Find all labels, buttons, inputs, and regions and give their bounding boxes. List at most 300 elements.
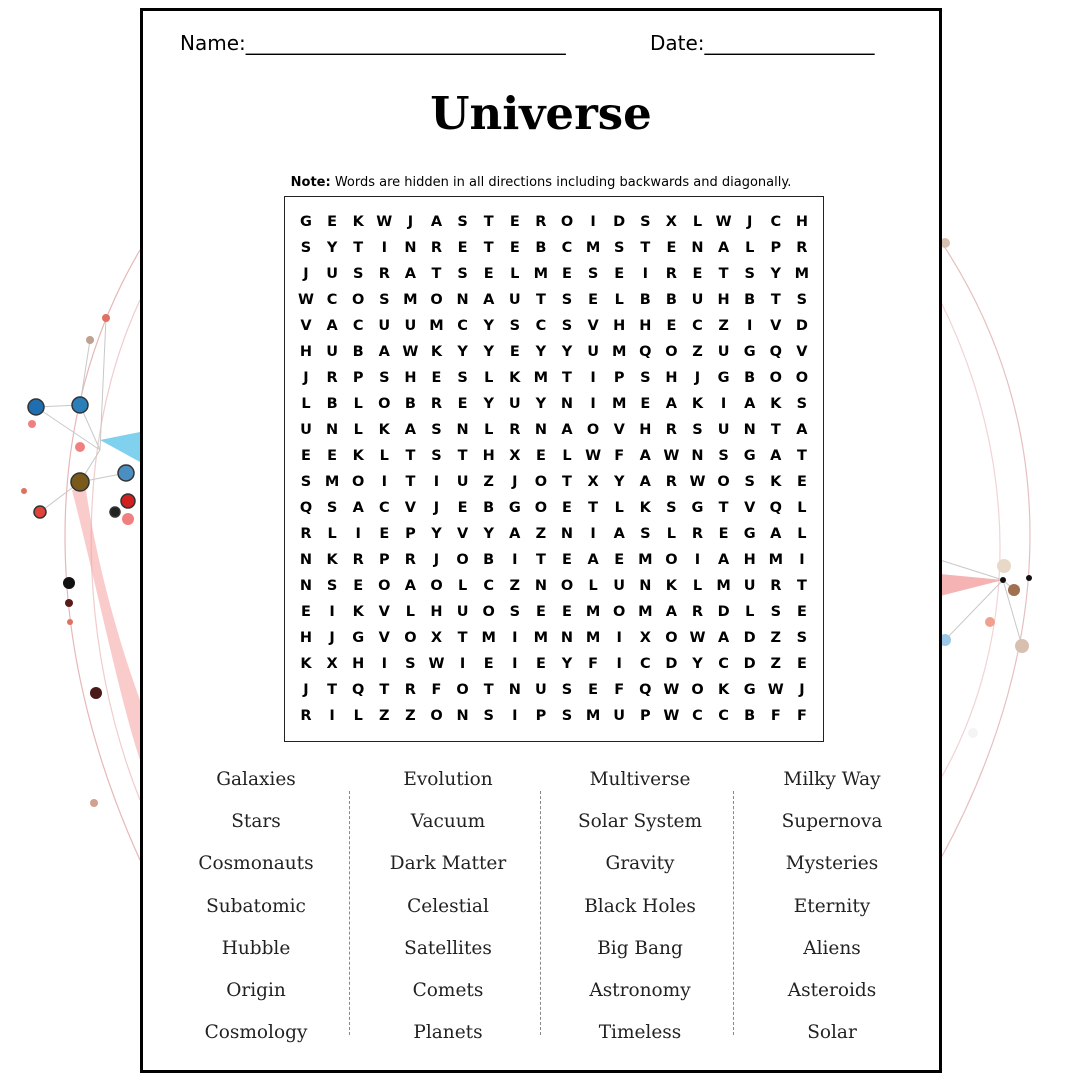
grid-letter[interactable]: S [744, 266, 755, 282]
grid-letter[interactable]: U [508, 292, 521, 308]
grid-letter[interactable]: Z [379, 708, 390, 724]
grid-letter[interactable]: E [562, 604, 572, 620]
grid-letter[interactable]: I [590, 214, 596, 230]
grid-letter[interactable]: E [666, 318, 677, 334]
grid-letter[interactable]: U [378, 318, 391, 334]
grid-letter[interactable]: M [533, 630, 549, 646]
grid-letter[interactable]: L [745, 604, 755, 620]
grid-letter[interactable]: T [588, 500, 599, 516]
grid-letter[interactable]: J [303, 266, 309, 282]
grid-letter[interactable]: R [535, 214, 547, 230]
grid-letter[interactable]: E [457, 240, 468, 256]
grid-letter[interactable]: N [456, 708, 469, 724]
grid-letter[interactable]: R [430, 396, 443, 412]
grid-letter[interactable]: S [326, 578, 338, 594]
grid-letter[interactable]: W [689, 474, 706, 490]
grid-letter[interactable]: C [692, 708, 703, 724]
grid-letter[interactable]: E [379, 526, 390, 542]
grid-letter[interactable]: O [665, 344, 678, 360]
grid-letter[interactable]: A [717, 552, 730, 568]
grid-letter[interactable]: V [796, 344, 808, 360]
grid-letter[interactable]: N [560, 630, 574, 646]
grid-letter[interactable]: O [534, 500, 548, 516]
grid-letter[interactable]: O [456, 682, 469, 698]
grid-letter[interactable]: C [535, 318, 547, 334]
grid-letter[interactable]: A [639, 474, 651, 490]
grid-letter[interactable]: J [329, 630, 335, 646]
grid-letter[interactable]: D [665, 656, 678, 672]
grid-letter[interactable]: A [378, 344, 390, 360]
grid-letter[interactable]: E [796, 656, 807, 672]
grid-letter[interactable]: M [611, 396, 627, 412]
grid-letter[interactable]: V [770, 318, 782, 334]
grid-letter[interactable]: S [379, 292, 390, 308]
grid-letter[interactable]: A [404, 422, 416, 438]
grid-letter[interactable]: S [509, 318, 521, 334]
grid-letter[interactable]: N [534, 422, 547, 438]
grid-letter[interactable]: K [770, 396, 782, 412]
grid-letter[interactable]: I [459, 656, 466, 672]
grid-letter[interactable]: H [665, 370, 678, 386]
grid-letter[interactable]: U [404, 318, 417, 334]
grid-letter[interactable]: K [378, 422, 390, 438]
grid-letter[interactable]: I [381, 474, 387, 490]
grid-letter[interactable]: F [588, 656, 599, 672]
grid-letter[interactable]: M [403, 292, 418, 308]
grid-letter[interactable]: N [560, 526, 574, 542]
grid-letter[interactable]: R [326, 370, 338, 386]
grid-letter[interactable]: J [512, 474, 518, 490]
grid-letter[interactable]: L [666, 526, 677, 542]
grid-letter[interactable]: R [691, 604, 704, 620]
grid-letter[interactable]: L [379, 448, 389, 464]
grid-letter[interactable]: H [639, 422, 652, 438]
grid-letter[interactable]: B [352, 344, 364, 360]
grid-letter[interactable]: U [717, 344, 730, 360]
grid-letter[interactable]: L [614, 500, 624, 516]
grid-letter[interactable]: L [353, 708, 363, 724]
grid-letter[interactable]: T [327, 682, 338, 698]
grid-letter[interactable]: T [457, 630, 468, 646]
grid-letter[interactable]: E [535, 448, 546, 464]
grid-letter[interactable]: V [587, 318, 599, 334]
grid-letter[interactable]: K [639, 500, 651, 516]
grid-letter[interactable]: E [562, 552, 572, 568]
grid-letter[interactable]: U [535, 682, 547, 698]
grid-letter[interactable]: L [405, 604, 416, 620]
grid-letter[interactable]: O [691, 682, 704, 698]
grid-letter[interactable]: T [483, 240, 494, 256]
grid-letter[interactable]: L [484, 370, 494, 386]
grid-letter[interactable]: C [483, 578, 495, 594]
grid-letter[interactable]: S [796, 630, 808, 646]
grid-letter[interactable]: A [483, 292, 495, 308]
grid-letter[interactable]: R [430, 240, 443, 256]
grid-letter[interactable]: E [640, 396, 651, 412]
grid-letter[interactable]: N [534, 578, 547, 594]
grid-letter[interactable]: O [378, 396, 391, 412]
grid-letter[interactable]: T [770, 292, 781, 308]
grid-letter[interactable]: Y [483, 318, 494, 334]
grid-letter[interactable]: N [691, 240, 704, 256]
grid-letter[interactable]: P [378, 552, 390, 568]
grid-letter[interactable]: S [457, 370, 468, 386]
grid-letter[interactable]: Y [770, 266, 782, 282]
grid-letter[interactable]: M [585, 708, 601, 724]
grid-letter[interactable]: E [614, 266, 625, 282]
grid-letter[interactable]: E [509, 240, 520, 256]
grid-letter[interactable]: J [694, 370, 701, 386]
grid-letter[interactable]: T [718, 500, 729, 516]
grid-letter[interactable]: O [665, 552, 678, 568]
grid-letter[interactable]: I [746, 318, 753, 334]
grid-letter[interactable]: Z [483, 474, 494, 490]
grid-letter[interactable]: Z [509, 578, 521, 594]
grid-letter[interactable]: Y [561, 656, 573, 672]
grid-letter[interactable]: E [588, 682, 599, 698]
grid-letter[interactable]: O [430, 292, 443, 308]
grid-letter[interactable]: M [611, 344, 627, 360]
grid-letter[interactable]: G [743, 344, 756, 360]
grid-letter[interactable]: D [717, 604, 730, 620]
grid-letter[interactable]: O [586, 422, 600, 438]
grid-letter[interactable]: I [694, 552, 701, 568]
grid-letter[interactable]: Z [770, 630, 782, 646]
name-field[interactable]: Name:________________________________ [180, 31, 566, 55]
grid-letter[interactable]: K [352, 604, 364, 620]
grid-letter[interactable]: E [562, 500, 572, 516]
grid-letter[interactable]: H [482, 448, 495, 464]
grid-letter[interactable]: E [562, 266, 572, 282]
grid-letter[interactable]: V [404, 500, 416, 516]
grid-letter[interactable]: E [327, 448, 338, 464]
grid-letter[interactable]: N [456, 422, 469, 438]
grid-letter[interactable]: C [692, 318, 703, 334]
grid-letter[interactable]: R [665, 474, 677, 490]
grid-letter[interactable]: K [691, 396, 704, 412]
grid-letter[interactable]: U [717, 422, 730, 438]
grid-letter[interactable]: H [299, 344, 313, 360]
grid-letter[interactable]: A [404, 578, 416, 594]
grid-letter[interactable]: H [639, 318, 652, 334]
grid-letter[interactable]: H [795, 214, 808, 230]
grid-letter[interactable]: W [402, 344, 419, 360]
grid-letter[interactable]: A [717, 240, 730, 256]
grid-letter[interactable]: B [326, 396, 338, 412]
grid-letter[interactable]: P [535, 708, 547, 724]
grid-letter[interactable]: N [404, 240, 417, 256]
grid-letter[interactable]: T [796, 448, 807, 464]
grid-letter[interactable]: M [585, 240, 601, 256]
grid-letter[interactable]: V [378, 604, 390, 620]
grid-letter[interactable]: O [613, 604, 626, 620]
grid-letter[interactable]: D [795, 318, 808, 334]
grid-letter[interactable]: O [378, 578, 391, 594]
grid-letter[interactable]: K [352, 448, 364, 464]
grid-letter[interactable]: X [430, 630, 443, 646]
grid-letter[interactable]: V [456, 526, 469, 542]
grid-letter[interactable]: O [795, 370, 809, 386]
grid-letter[interactable]: T [457, 448, 468, 464]
grid-letter[interactable]: L [510, 266, 520, 282]
grid-letter[interactable]: A [352, 500, 364, 516]
grid-letter[interactable]: N [299, 552, 313, 568]
grid-letter[interactable]: Z [770, 656, 782, 672]
grid-letter[interactable]: W [428, 656, 445, 672]
grid-letter[interactable]: H [299, 630, 313, 646]
grid-letter[interactable]: Z [405, 708, 416, 724]
grid-letter[interactable]: O [560, 214, 574, 230]
grid-letter[interactable]: E [353, 578, 364, 594]
grid-letter[interactable]: U [508, 396, 521, 412]
grid-letter[interactable]: X [326, 656, 338, 672]
grid-letter[interactable]: S [770, 604, 782, 620]
grid-letter[interactable]: S [483, 708, 494, 724]
grid-letter[interactable]: L [797, 526, 807, 542]
grid-letter[interactable]: H [717, 292, 730, 308]
grid-letter[interactable]: I [512, 630, 518, 646]
grid-letter[interactable]: H [613, 318, 626, 334]
grid-letter[interactable]: S [431, 448, 442, 464]
grid-letter[interactable]: S [640, 214, 651, 230]
grid-letter[interactable]: S [613, 240, 625, 256]
grid-letter[interactable]: C [718, 708, 729, 724]
grid-letter[interactable]: E [796, 604, 807, 620]
grid-letter[interactable]: Y [483, 344, 494, 360]
grid-letter[interactable]: O [560, 578, 574, 594]
grid-letter[interactable]: M [481, 630, 496, 646]
grid-letter[interactable]: Y [535, 344, 547, 360]
grid-letter[interactable]: A [639, 448, 651, 464]
grid-letter[interactable]: L [353, 422, 363, 438]
grid-letter[interactable]: A [587, 552, 599, 568]
grid-letter[interactable]: Z [535, 526, 547, 542]
grid-letter[interactable]: E [457, 396, 468, 412]
grid-letter[interactable]: F [614, 682, 625, 698]
grid-letter[interactable]: Y [483, 396, 494, 412]
grid-letter[interactable]: O [430, 578, 443, 594]
grid-letter[interactable]: K [352, 214, 364, 230]
grid-letter[interactable]: H [430, 604, 443, 620]
grid-letter[interactable]: S [561, 682, 573, 698]
grid-letter[interactable]: B [665, 292, 677, 308]
grid-letter[interactable]: Y [613, 474, 625, 490]
grid-letter[interactable]: F [770, 708, 781, 724]
grid-letter[interactable]: S [509, 604, 521, 620]
grid-letter[interactable]: R [770, 578, 782, 594]
grid-letter[interactable]: S [561, 708, 573, 724]
grid-letter[interactable]: M [533, 266, 549, 282]
grid-letter[interactable]: T [640, 240, 651, 256]
grid-letter[interactable]: Y [535, 396, 547, 412]
grid-letter[interactable]: A [404, 266, 416, 282]
grid-letter[interactable]: T [483, 682, 494, 698]
grid-letter[interactable]: O [769, 370, 782, 386]
grid-letter[interactable]: D [743, 630, 756, 646]
grid-letter[interactable]: Y [692, 656, 703, 672]
grid-letter[interactable]: M [585, 604, 601, 620]
grid-letter[interactable]: S [457, 214, 468, 230]
grid-letter[interactable]: I [616, 656, 622, 672]
grid-letter[interactable]: S [587, 266, 599, 282]
grid-letter[interactable]: O [404, 630, 417, 646]
grid-letter[interactable]: L [797, 500, 807, 516]
grid-letter[interactable]: G [352, 630, 365, 646]
date-field[interactable]: Date:_________________ [650, 31, 875, 55]
grid-letter[interactable]: N [456, 292, 469, 308]
grid-letter[interactable]: M [794, 266, 810, 282]
grid-letter[interactable]: R [509, 422, 521, 438]
grid-letter[interactable]: L [692, 214, 703, 230]
grid-letter[interactable]: I [512, 552, 518, 568]
grid-letter[interactable]: S [796, 396, 808, 412]
grid-letter[interactable]: T [405, 474, 416, 490]
grid-letter[interactable]: E [692, 266, 703, 282]
grid-letter[interactable]: N [299, 578, 313, 594]
grid-letter[interactable]: S [561, 292, 573, 308]
grid-letter[interactable]: G [717, 370, 730, 386]
grid-letter[interactable]: O [456, 552, 469, 568]
grid-letter[interactable]: J [799, 682, 805, 698]
grid-letter[interactable]: T [535, 552, 546, 568]
grid-letter[interactable]: E [535, 604, 546, 620]
grid-letter[interactable]: T [718, 266, 729, 282]
grid-letter[interactable]: Q [639, 344, 652, 360]
grid-letter[interactable]: D [743, 656, 756, 672]
grid-letter[interactable]: O [482, 604, 495, 620]
grid-letter[interactable]: Q [769, 344, 782, 360]
grid-letter[interactable]: O [352, 292, 365, 308]
grid-letter[interactable]: I [512, 708, 518, 724]
grid-letter[interactable]: M [429, 318, 444, 334]
grid-letter[interactable]: T [562, 370, 572, 386]
grid-letter[interactable]: F [796, 708, 807, 724]
grid-letter[interactable]: J [303, 370, 309, 386]
grid-letter[interactable]: U [300, 422, 312, 438]
grid-letter[interactable]: X [587, 474, 599, 490]
grid-letter[interactable]: J [303, 682, 309, 698]
grid-letter[interactable]: K [430, 344, 443, 360]
grid-letter[interactable]: Z [718, 318, 729, 334]
grid-letter[interactable]: E [483, 266, 494, 282]
grid-letter[interactable]: W [585, 448, 602, 464]
grid-letter[interactable]: L [457, 578, 468, 594]
grid-letter[interactable]: P [352, 370, 364, 386]
grid-letter[interactable]: C [561, 240, 573, 256]
grid-letter[interactable]: I [590, 396, 596, 412]
grid-letter[interactable]: U [613, 578, 626, 594]
grid-letter[interactable]: M [638, 604, 653, 620]
grid-letter[interactable]: U [743, 578, 756, 594]
grid-letter[interactable]: T [535, 292, 546, 308]
grid-letter[interactable]: B [744, 292, 756, 308]
grid-letter[interactable]: R [404, 552, 416, 568]
grid-letter[interactable]: E [327, 214, 338, 230]
grid-letter[interactable]: Y [326, 240, 338, 256]
grid-letter[interactable]: P [770, 240, 782, 256]
grid-letter[interactable]: I [381, 240, 387, 256]
grid-letter[interactable]: T [431, 266, 442, 282]
grid-letter[interactable]: U [326, 266, 338, 282]
grid-letter[interactable]: I [329, 604, 335, 620]
grid-letter[interactable]: A [326, 318, 338, 334]
grid-letter[interactable]: R [691, 526, 704, 542]
grid-letter[interactable]: I [590, 526, 596, 542]
grid-letter[interactable]: K [326, 552, 338, 568]
grid-letter[interactable]: T [405, 448, 416, 464]
grid-letter[interactable]: T [562, 474, 572, 490]
grid-letter[interactable]: A [665, 604, 677, 620]
grid-letter[interactable]: G [300, 214, 312, 230]
grid-letter[interactable]: A [796, 422, 808, 438]
grid-letter[interactable]: F [431, 682, 442, 698]
grid-letter[interactable]: B [404, 396, 416, 412]
grid-letter[interactable]: C [770, 214, 782, 230]
grid-letter[interactable]: I [381, 656, 387, 672]
grid-letter[interactable]: S [379, 370, 390, 386]
grid-letter[interactable]: J [433, 552, 440, 568]
grid-letter[interactable]: O [430, 708, 443, 724]
grid-letter[interactable]: K [300, 656, 312, 672]
grid-letter[interactable]: S [718, 448, 729, 464]
grid-letter[interactable]: S [744, 474, 755, 490]
grid-letter[interactable]: F [614, 448, 625, 464]
grid-letter[interactable]: M [585, 630, 601, 646]
grid-letter[interactable]: V [378, 630, 390, 646]
grid-letter[interactable]: N [691, 448, 704, 464]
grid-letter[interactable]: S [326, 500, 338, 516]
grid-letter[interactable]: C [457, 318, 468, 334]
grid-letter[interactable]: I [616, 630, 622, 646]
grid-letter[interactable]: U [456, 474, 469, 490]
grid-letter[interactable]: K [717, 682, 730, 698]
grid-letter[interactable]: I [433, 474, 440, 490]
grid-letter[interactable]: E [301, 604, 311, 620]
grid-letter[interactable]: C [639, 656, 651, 672]
grid-letter[interactable]: E [535, 656, 546, 672]
grid-letter[interactable]: C [378, 500, 390, 516]
grid-letter[interactable]: A [770, 526, 782, 542]
grid-letter[interactable]: D [613, 214, 626, 230]
grid-letter[interactable]: X [509, 448, 521, 464]
grid-letter[interactable]: K [665, 578, 678, 594]
grid-letter[interactable]: U [613, 708, 626, 724]
grid-letter[interactable]: Y [457, 344, 468, 360]
grid-letter[interactable]: M [768, 552, 784, 568]
grid-letter[interactable]: V [300, 318, 312, 334]
grid-letter[interactable]: E [718, 526, 729, 542]
grid-letter[interactable]: B [483, 500, 495, 516]
grid-letter[interactable]: Z [692, 344, 703, 360]
grid-letter[interactable]: Q [769, 500, 782, 516]
grid-letter[interactable]: W [298, 292, 314, 308]
grid-letter[interactable]: A [770, 448, 782, 464]
grid-letter[interactable]: U [326, 344, 338, 360]
grid-letter[interactable]: S [666, 500, 677, 516]
grid-letter[interactable]: L [692, 578, 703, 594]
grid-letter[interactable]: V [744, 500, 756, 516]
grid-letter[interactable]: S [796, 292, 808, 308]
grid-letter[interactable]: R [796, 240, 808, 256]
grid-letter[interactable]: E [457, 500, 468, 516]
grid-letter[interactable]: Y [483, 526, 494, 542]
grid-letter[interactable]: W [767, 682, 784, 698]
grid-letter[interactable]: Y [431, 526, 442, 542]
grid-letter[interactable]: B [639, 292, 651, 308]
grid-letter[interactable]: L [301, 396, 311, 412]
grid-letter[interactable]: X [639, 630, 651, 646]
grid-letter[interactable]: O [665, 630, 678, 646]
